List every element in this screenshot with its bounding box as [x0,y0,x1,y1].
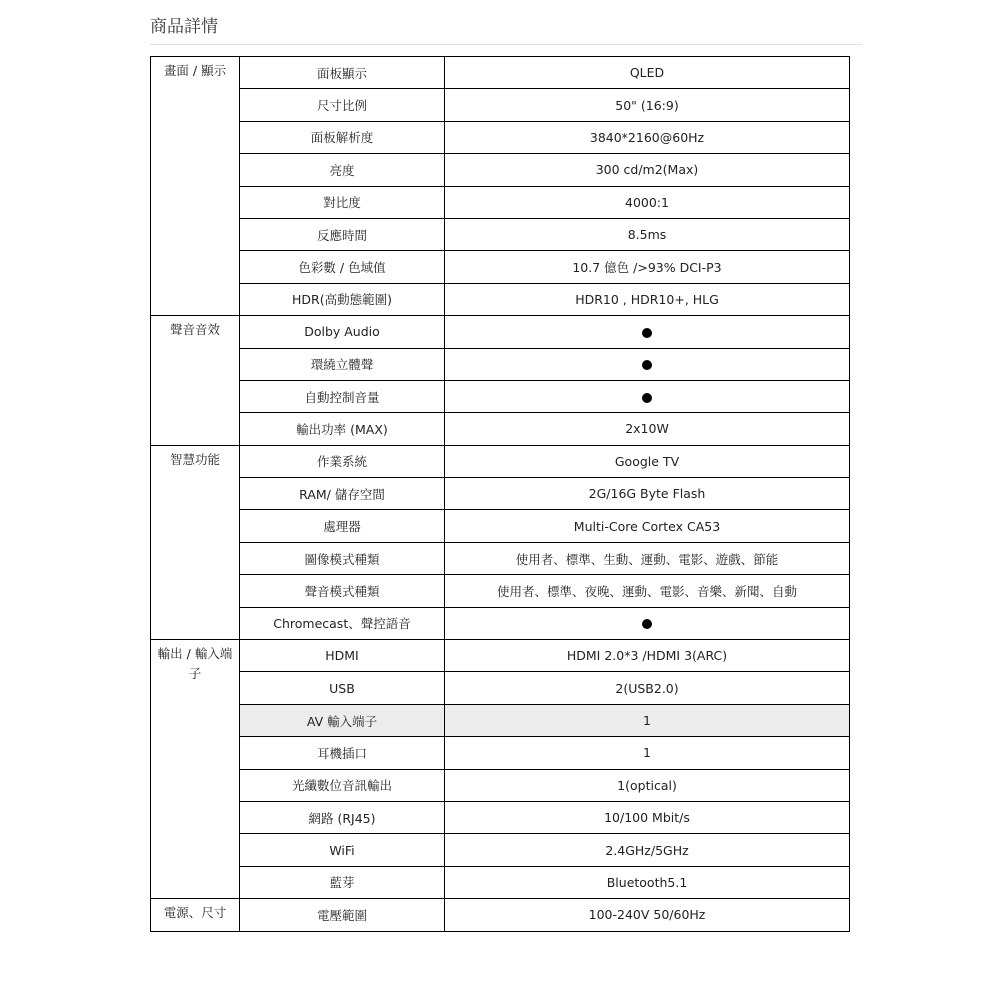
spec-value: 3840*2160@60Hz [445,121,850,153]
spec-label: 環繞立體聲 [240,348,445,380]
spec-label: 面板顯示 [240,57,445,89]
table-row [151,478,850,510]
feature-dot-icon [445,316,850,348]
spec-label: 對比度 [240,186,445,218]
feature-dot-icon [445,348,850,380]
spec-label: 作業系統 [240,445,445,477]
spec-value: 10/100 Mbit/s [445,801,850,833]
spec-value: 1 [445,704,850,736]
table-row [151,154,850,186]
table-row [151,380,850,412]
spec-label: USB [240,672,445,704]
spec-value: HDR10 , HDR10+, HLG [445,283,850,315]
spec-table [150,56,850,932]
feature-dot-icon [445,380,850,412]
spec-label: HDMI [240,640,445,672]
bullet-dot-icon [642,393,652,403]
table-row [151,413,850,445]
table-row [151,57,850,89]
spec-label: 自動控制音量 [240,380,445,412]
table-row [151,445,850,477]
spec-value: Bluetooth5.1 [445,866,850,898]
bullet-dot-icon [642,360,652,370]
spec-label: 藍芽 [240,866,445,898]
table-row [151,769,850,801]
spec-label: 亮度 [240,154,445,186]
spec-label: 面板解析度 [240,121,445,153]
spec-label: HDR(高動態範圍) [240,283,445,315]
spec-value: 2x10W [445,413,850,445]
table-row [151,89,850,121]
category-cell: 聲音音效 [151,316,240,446]
spec-value: 4000:1 [445,186,850,218]
spec-value: 使用者、標準、夜晚、運動、電影、音樂、新聞、自動 [445,575,850,607]
spec-label: RAM/ 儲存空間 [240,478,445,510]
category-cell: 電源、尺寸 [151,899,240,931]
table-row [151,801,850,833]
spec-value: HDMI 2.0*3 /HDMI 3(ARC) [445,640,850,672]
spec-value: 1 [445,737,850,769]
spec-value: Multi-Core Cortex CA53 [445,510,850,542]
spec-value: 1(optical) [445,769,850,801]
spec-value: 2(USB2.0) [445,672,850,704]
table-row [151,283,850,315]
spec-label: Chromecast、聲控語音 [240,607,445,639]
spec-label: 耳機插口 [240,737,445,769]
feature-dot-icon [445,607,850,639]
bullet-dot-icon [642,619,652,629]
spec-label: 光纖數位音訊輸出 [240,769,445,801]
spec-label: 聲音模式種類 [240,575,445,607]
spec-label: 處理器 [240,510,445,542]
spec-value: 10.7 億色 />93% DCI-P3 [445,251,850,283]
table-row [151,218,850,250]
table-row [151,866,850,898]
table-row [151,510,850,542]
spec-label: 尺寸比例 [240,89,445,121]
table-row [151,899,850,931]
spec-value: 300 cd/m2(Max) [445,154,850,186]
table-row [151,121,850,153]
table-row [151,316,850,348]
spec-value: 50" (16:9) [445,89,850,121]
spec-label: 輸出功率 (MAX) [240,413,445,445]
category-cell: 智慧功能 [151,445,240,639]
spec-label: AV 輸入端子 [240,704,445,736]
spec-value: 100-240V 50/60Hz [445,899,850,931]
table-row [151,542,850,574]
spec-label: 圖像模式種類 [240,542,445,574]
spec-value: 2.4GHz/5GHz [445,834,850,866]
category-cell: 畫面 / 顯示 [151,57,240,316]
table-row [151,575,850,607]
spec-label: Dolby Audio [240,316,445,348]
table-row [151,640,850,672]
spec-value: 2G/16G Byte Flash [445,478,850,510]
spec-label: 色彩數 / 色域值 [240,251,445,283]
spec-value: 8.5ms [445,218,850,250]
spec-value: 使用者、標準、生動、運動、電影、遊戲、節能 [445,542,850,574]
spec-label: 電壓範圍 [240,899,445,931]
table-row [151,672,850,704]
title-divider [150,44,862,45]
bullet-dot-icon [642,328,652,338]
table-row [151,251,850,283]
table-row [151,737,850,769]
table-row [151,607,850,639]
table-row [151,186,850,218]
category-cell: 輸出 / 輸入端子 [151,640,240,899]
spec-label: 網路 (RJ45) [240,801,445,833]
spec-label: WiFi [240,834,445,866]
table-row [151,348,850,380]
spec-value: Google TV [445,445,850,477]
table-row [151,834,850,866]
spec-value: QLED [445,57,850,89]
spec-label: 反應時間 [240,218,445,250]
page-title: 商品詳情 [150,17,218,37]
table-row [151,704,850,736]
